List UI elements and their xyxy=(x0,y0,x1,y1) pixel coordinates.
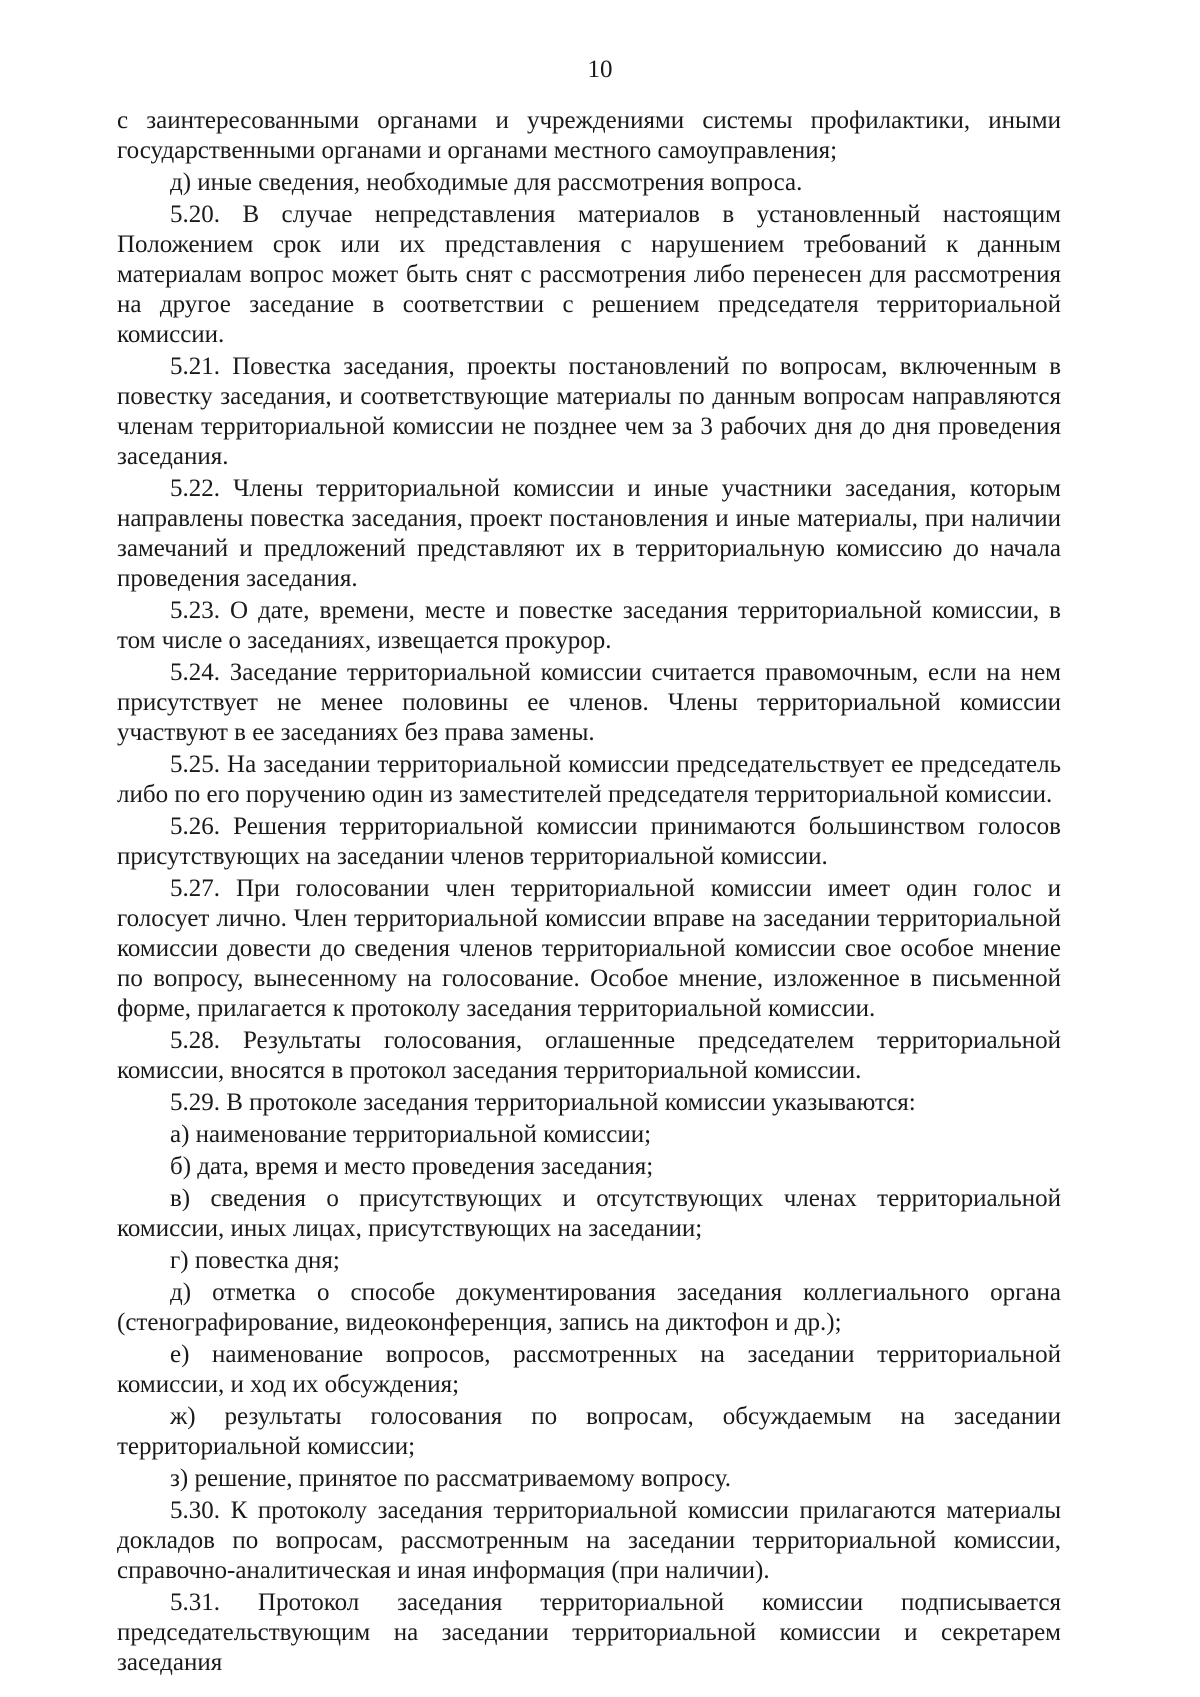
document-body xyxy=(117,106,1061,1678)
paragraph-5-23: 5.23. О дате, времени, месте и повестке заседания территориальной комиссии, в том числе о заседаниях, извещается прокурор. xyxy=(117,597,1061,654)
list-item-d: д) отметка о способе документирования заседания коллегиального органа (стенографирование, видеоконференция, запись на диктофон и др.); xyxy=(117,1279,1061,1336)
paragraph-5-30: 5.30. К протоколу заседания территориальной комиссии прилагаются материалы докладов по вопросам, рассмотренным на заседании территориальной комиссии, справочно-аналитическая и иная информация (при наличии). xyxy=(117,1497,1061,1584)
list-item-zh: ж) результаты голосования по вопросам, обсуждаемым на заседании территориальной комиссии; xyxy=(117,1403,1061,1460)
list-item-z: з) решение, принятое по рассматриваемому вопросу. xyxy=(170,1465,731,1492)
paragraph-5-31: 5.31. Протокол заседания территориальной комиссии подписывается председательствующим на заседании территориальной комиссии и секретарем заседания xyxy=(117,1589,1061,1676)
paragraph-5-25: 5.25. На заседании территориальной комиссии председательствует ее председатель либо по его поручению один из заместителей председателя территориальной комиссии. xyxy=(117,751,1061,808)
list-item-e: е) наименование вопросов, рассмотренных на заседании территориальной комиссии, и ход их обсуждения; xyxy=(117,1341,1061,1398)
paragraph-item-d-other-info: д) иные сведения, необходимые для рассмотрения вопроса. xyxy=(170,169,803,196)
list-item-b: б) дата, время и место проведения заседания; xyxy=(170,1153,654,1180)
paragraph-5-29: 5.29. В протоколе заседания территориальной комиссии указываются: xyxy=(170,1089,916,1116)
paragraph-5-26: 5.26. Решения территориальной комиссии принимаются большинством голосов присутствующих на заседании членов территориальной комиссии. xyxy=(117,813,1061,870)
list-item-g: г) повестка дня; xyxy=(170,1247,340,1274)
paragraph-5-22: 5.22. Члены территориальной комиссии и иные участники заседания, которым направлены повестка заседания, проект постановления и иные материалы, при наличии замечаний и предложений представляют их в территориальную комиссию до начала проведения заседания. xyxy=(117,475,1061,592)
paragraph-5-27: 5.27. При голосовании член территориальной комиссии имеет один голос и голосует лично. Член территориальной комиссии вправе на заседании территориальной комиссии довести до сведения членов территориальной комиссии свое особое мнение по вопросу, вынесенному на голосование. Особое мнение, изложенное в письменной форме, прилагается к протоколу заседания территориальной комиссии. xyxy=(117,875,1061,1022)
paragraph-5-20: 5.20. В случае непредставления материалов в установленный настоящим Положением срок или их представления с нарушением требований к данным материалам вопрос может быть снят с рассмотрения либо перенесен для рассмотрения на другое заседание в соответствии с решением председателя территориальной комиссии. xyxy=(117,201,1061,348)
paragraph-continuation: с заинтересованными органами и учреждениями системы профилактики, иными государственными органами и органами местного самоуправления; xyxy=(117,107,1061,164)
list-item-a: а) наименование территориальной комиссии; xyxy=(170,1121,652,1148)
page-number: 10 xyxy=(587,56,613,83)
paragraph-5-28: 5.28. Результаты голосования, оглашенные председателем территориальной комиссии, вносятся в протокол заседания территориальной комиссии. xyxy=(117,1027,1061,1084)
paragraph-5-24: 5.24. Заседание территориальной комиссии считается правомочным, если на нем присутствует не менее половины ее членов. Члены территориальной комиссии участвуют в ее заседаниях без права замены. xyxy=(117,659,1061,746)
list-item-v: в) сведения о присутствующих и отсутствующих членах территориальной комиссии, иных лицах, присутствующих на заседании; xyxy=(117,1185,1061,1242)
paragraph-5-21: 5.21. Повестка заседания, проекты постановлений по вопросам, включенным в повестку заседания, и соответствующие материалы по данным вопросам направляются членам территориальной комиссии не позднее чем за 3 рабочих дня до дня проведения заседания. xyxy=(117,353,1061,470)
